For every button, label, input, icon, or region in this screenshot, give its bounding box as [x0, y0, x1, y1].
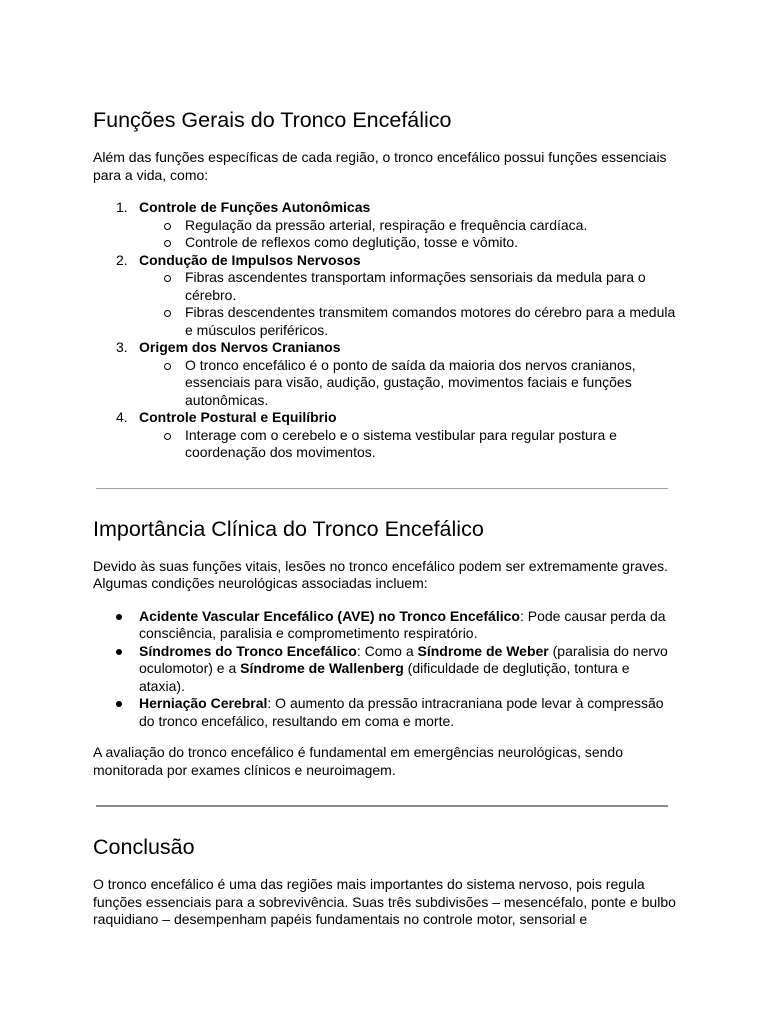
section-divider: [96, 805, 668, 807]
section-heading-general-functions: Funções Gerais do Tronco Encefálico: [93, 108, 452, 132]
sub-list: [139, 427, 678, 462]
sub-list-item: Fibras ascendentes transportam informações sensoriais da medula para o cérebro.: [139, 269, 678, 304]
list-number: 1.: [116, 199, 128, 215]
list-item: Síndromes do Tronco Encefálico: Como a Síndrome de Weber (paralisia do nervo oculomotor) e a Síndrome de Wallenberg (dificuldade de deglutição, tontura e ataxia).: [93, 643, 678, 696]
conclusion-paragraph: O tronco encefálico é uma das regiões mais importantes do sistema nervoso, pois regula funções essenciais para a sobrevivência. Suas três subdivisões – mesencéfalo, ponte e bulbo raquidiano – desempenham papéis fundamentais no controle motor, sensorial e: [93, 876, 676, 927]
list-item: Acidente Vascular Encefálico (AVE) no Tronco Encefálico: Pode causar perda da consciência, paralisia e comprometimento respiratório.: [93, 608, 678, 643]
sub-list-item: Interage com o cerebelo e o sistema vestibular para regular postura e coordenação dos movimentos.: [139, 427, 678, 462]
sub-list: [139, 269, 678, 339]
circle-bullet-icon: [164, 223, 171, 230]
circle-bullet-icon: [164, 275, 171, 282]
list-number: 2.: [116, 251, 128, 268]
list-item-title: Controle Postural e Equilíbrio: [139, 409, 337, 425]
sub-list-item: Regulação da pressão arterial, respiração e frequência cardíaca.: [139, 217, 678, 235]
sub-list: [139, 357, 678, 410]
list-item: [93, 199, 678, 252]
document-content: [93, 105, 678, 929]
bullet-icon: [116, 701, 122, 707]
circle-bullet-icon: [164, 433, 171, 440]
list-item: [93, 252, 678, 340]
sub-list: [139, 217, 678, 252]
list-item: Herniação Cerebral: O aumento da pressão intracraniana pode levar à compressão do tronco encefálico, resultando em coma e morte.: [93, 695, 678, 730]
list-item-title: Controle de Funções Autonômicas: [139, 199, 371, 215]
circle-bullet-icon: [164, 240, 171, 247]
list-item-title: Condução de Impulsos Nervosos: [139, 251, 361, 268]
list-number: 3.: [116, 339, 128, 355]
section-heading-conclusion: Conclusão: [93, 835, 195, 859]
list-item-title: Origem dos Nervos Cranianos: [139, 339, 341, 355]
section-intro-paragraph: Além das funções específicas de cada região, o tronco encefálico possui funções essenciais para a vida, como:: [93, 149, 667, 183]
list-item: [93, 339, 678, 409]
section-intro-paragraph: Devido às suas funções vitais, lesões no tronco encefálico podem ser extremamente graves. Algumas condições neurológicas associadas incluem:: [93, 557, 669, 591]
sub-list-item: Fibras descendentes transmitem comandos motores do cérebro para a medula e músculos periféricos.: [139, 304, 678, 339]
section-divider: [96, 488, 668, 489]
circle-bullet-icon: [164, 310, 171, 317]
functions-numbered-list: [93, 199, 678, 462]
bullet-icon: [116, 649, 122, 655]
section-heading-clinical-importance: Importância Clínica do Tronco Encefálico: [93, 516, 484, 541]
circle-bullet-icon: [164, 363, 171, 370]
sub-list-item: Controle de reflexos como deglutição, tosse e vômito.: [139, 234, 678, 252]
list-number: 4.: [116, 409, 128, 425]
bullet-icon: [116, 614, 122, 620]
closing-paragraph: A avaliação do tronco encefálico é fundamental em emergências neurológicas, sendo monitorada por exames clínicos e neuroimagem.: [93, 744, 623, 778]
list-item: [93, 409, 678, 462]
sub-list-item: O tronco encefálico é o ponto de saída da maioria dos nervos cranianos, essenciais para visão, audição, gustação, movimentos faciais e funções autonômicas.: [139, 357, 678, 410]
conditions-bullet-list: [93, 608, 678, 731]
